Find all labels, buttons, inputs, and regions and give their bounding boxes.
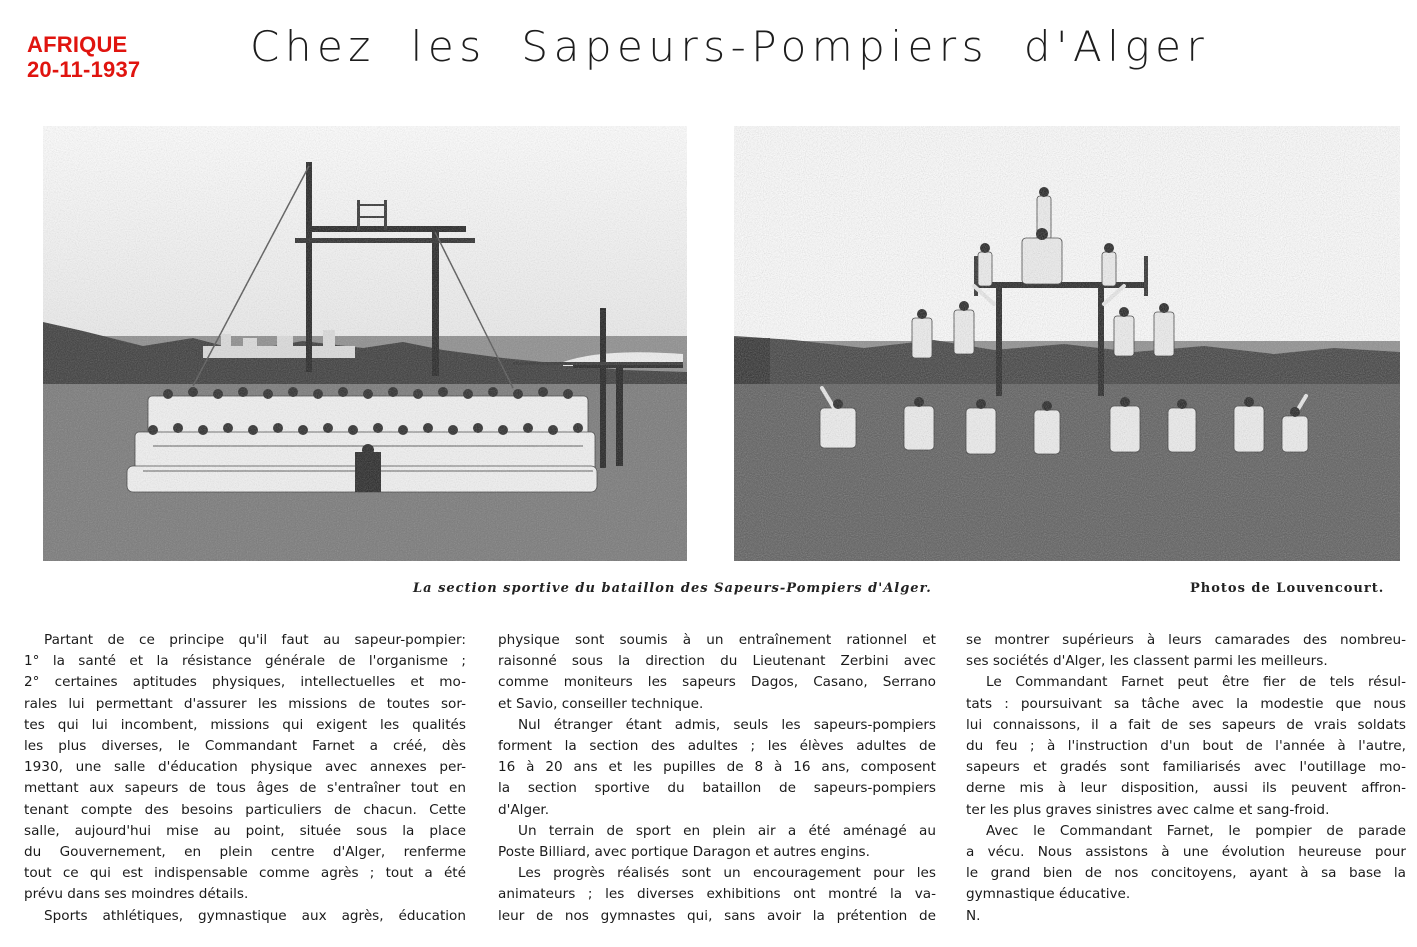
text-line: tout ce qui est indispensable comme agrès ; tout a été <box>24 865 466 882</box>
text-line: sapeurs et gradés sont familiarisés avec l'outillage mo- <box>966 759 1406 776</box>
text-line: Nul étranger étant admis, seuls les sapeurs-pompiers <box>518 716 936 733</box>
text-line: Un terrain de sport en plein air a été aménagé au <box>518 822 936 839</box>
text-line: la section sportive du bataillon de sapeurs-pompiers <box>498 780 936 797</box>
article-column-2 <box>498 630 936 927</box>
text-line: prévu dans ses moindres détails. <box>24 886 249 903</box>
article-column-1 <box>24 630 466 927</box>
text-line: d'Alger. <box>498 801 550 818</box>
text-line: tenant compte des besoins particuliers de chacun. Cette <box>24 801 466 818</box>
text-line: 16 à 20 ans et les pupilles de 8 à 16 ans, composent <box>498 759 936 776</box>
photo-credit: Photos de Louvencourt. <box>1190 581 1385 596</box>
text-line: Poste Billiard, avec portique Daragon et autres engins. <box>498 844 870 861</box>
article-column-3 <box>966 630 1406 927</box>
text-line: forment la section des adultes ; les élèves adultes de <box>498 738 936 755</box>
text-line: et Savio, conseiller technique. <box>498 695 704 712</box>
text-line: raisonné sous la direction du Lieutenant Zerbini avec <box>498 653 936 670</box>
page-headline: Chez les Sapeurs-Pompiers d'Alger <box>250 22 1210 71</box>
stamp-date: 20-11-1937 <box>27 57 141 82</box>
text-line: ses sociétés d'Alger, les classent parmi les meilleurs. <box>966 653 1328 670</box>
text-line: animateurs ; les diverses exhibitions ont montré la va- <box>498 886 936 903</box>
text-line: Avec le Commandant Farnet, le pompier de parade <box>986 822 1406 839</box>
text-line: les plus diverses, le Commandant Farnet a créé, dès <box>24 738 466 755</box>
text-line: Le Commandant Farnet peut être fier de tels résul- <box>986 674 1406 691</box>
text-line: derne mis à leur disposition, aussi ils peuvent affron- <box>966 780 1406 797</box>
text-line: Les progrès réalisés sont un encouragement pour les <box>518 865 936 882</box>
text-line: tats : poursuivant sa tâche avec la modestie que nous <box>966 695 1406 712</box>
text-line: a vécu. Nous assistons à une évolution heureuse pour <box>966 844 1406 861</box>
text-line: salle, aujourd'hui mise au point, située sous la place <box>24 822 466 839</box>
text-line: mettant aux sapeurs de tous âges de s'entraîner tout en <box>24 780 466 797</box>
text-line: gymnastique éducative. <box>966 886 1131 903</box>
text-line: le grand bien de nos concitoyens, ayant à sa base la <box>966 865 1406 882</box>
text-line: Sports athlétiques, gymnastique aux agrès, éducation <box>44 907 466 924</box>
text-line: du Gouvernement, en plein centre d'Alger, renferme <box>24 844 466 861</box>
text-line: se montrer supérieurs à leurs camarades des nombreu- <box>966 632 1406 648</box>
text-line: physique sont soumis à un entraînement rationnel et <box>498 632 936 648</box>
text-line: ter les plus graves sinistres avec calme et sang-froid. <box>966 801 1330 818</box>
text-line: 2° certaines aptitudes physiques, intellectuelles et mo- <box>24 674 466 691</box>
author-signature: N. <box>966 907 981 924</box>
archive-stamp <box>27 32 140 82</box>
photo-group-portrait <box>43 126 687 561</box>
stamp-source: AFRIQUE <box>27 32 128 57</box>
text-line: Partant de ce principe qu'il faut au sapeur-pompier: <box>44 632 466 648</box>
text-line: du feu ; à l'instruction d'un bout de l'année à l'autre, <box>966 738 1406 755</box>
text-line: comme moniteurs les sapeurs Dagos, Casano, Serrano <box>498 674 936 691</box>
text-line: rales lui permettant d'assurer les missions de toutes sor- <box>24 695 466 712</box>
text-line: 1° la santé et la résistance générale de l'organisme ; <box>24 653 466 670</box>
photo-acrobatic-pyramid <box>734 126 1400 561</box>
text-line: lui connaissons, il a fait de ses sapeurs de vrais soldats <box>966 716 1406 733</box>
text-line: tes qui lui incombent, missions qui exigent les qualités <box>24 716 466 733</box>
text-line: 1930, une salle d'éducation physique avec annexes per- <box>24 759 466 776</box>
text-line: leur de nos gymnastes qui, sans avoir la prétention de <box>498 907 936 924</box>
photo-caption: La section sportive du bataillon des Sapeurs-Pompiers d'Alger. <box>413 581 932 596</box>
